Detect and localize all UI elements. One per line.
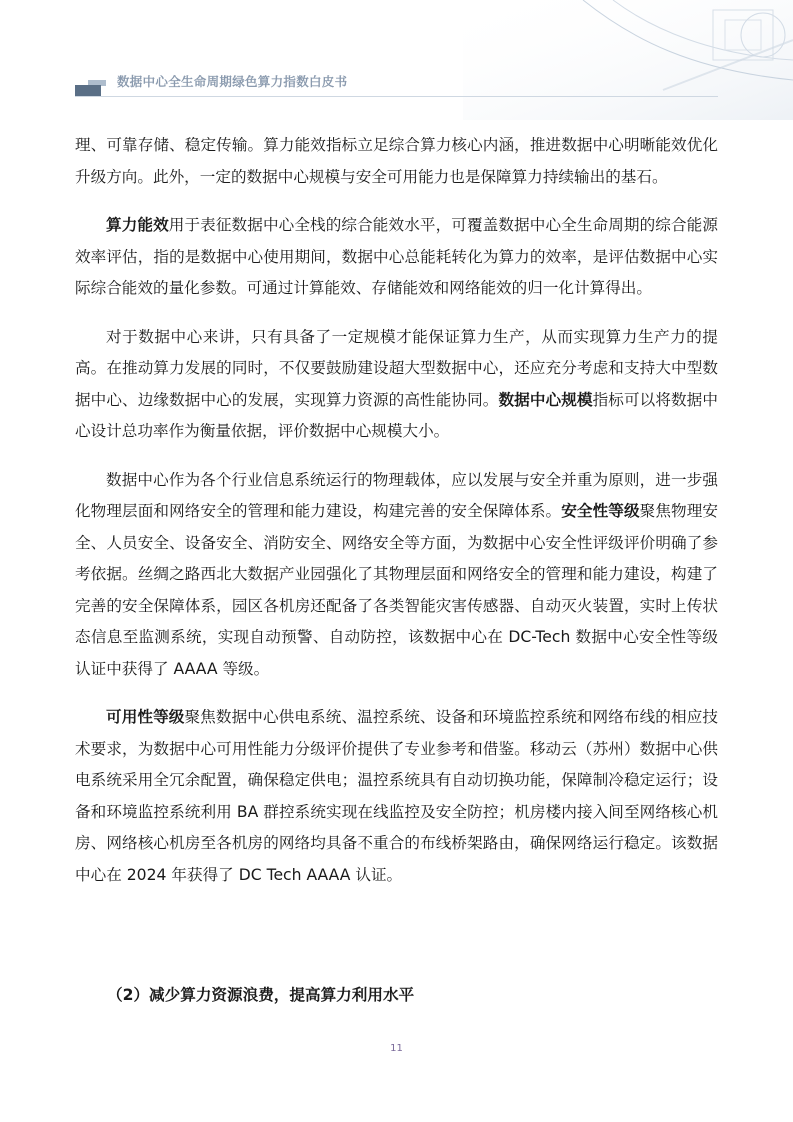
keyword-term: 安全性等级	[561, 502, 640, 520]
paragraph	[75, 702, 718, 891]
header-divider	[75, 96, 718, 97]
paragraph-text: 用于表征数据中心全栈的综合能效水平，可覆盖数据中心全生命周期的综合能源效率评估，指的是数据中心使用期间，数据中心总能耗转化为算力的效率，是评估数据中心实际综合能效的量化参数。可通过计算能效、存储能效和网络能效的归一化计算得出。	[75, 216, 718, 297]
running-header-title: 数据中心全生命周期绿色算力指数白皮书	[117, 74, 348, 89]
paragraph-text: 聚焦物理安全、人员安全、设备安全、消防安全、网络安全等方面，为数据中心安全性评级评价明确了参考依据。丝绸之路西北大数据产业园强化了其物理层面和网络安全的管理和能力建设，构建了完善的安全保障体系，园区各机房还配备了各类智能灾害传感器、自动灭火装置，实时上传状态信息至监测系统，实现自动预警、自动防控，该数据中心在 DC-Tech 数据中心安全性等级认证中获得了 AAAA 等级。	[75, 502, 718, 678]
body-text	[75, 130, 718, 908]
paragraph	[75, 130, 718, 193]
keyword-term: 可用性等级	[106, 708, 185, 726]
page-number: 11	[390, 1043, 403, 1054]
paragraph	[75, 210, 718, 305]
paragraph-text: 对于数据中心来讲，只有具备了一定规模才能保证算力生产，从而实现算力生产力的提高。在推动算力发展的同时，不仅要鼓励建设超大型数据中心，还应充分考虑和支持大中型数据中心、边缘数据中心的发展，实现算力资源的高性能协同。	[75, 327, 718, 409]
paragraph-text: 数据中心作为各个行业信息系统运行的物理载体，应以发展与安全并重为原则，进一步强化物理层面和网络安全的管理和能力建设，构建完善的安全保障体系。	[75, 470, 718, 520]
section-subheading: （2）减少算力资源浪费，提高算力利用水平	[107, 986, 415, 1004]
header-decoration	[463, 0, 793, 120]
paragraph	[75, 322, 718, 448]
keyword-term: 数据中心规模	[498, 390, 593, 409]
paragraph-text: 指标可以将数据中心设计总功率作为衡量依据，评价数据中心规模大小。	[75, 390, 718, 440]
paragraph-text: 聚焦数据中心供电系统、温控系统、设备和环境监控系统和网络布线的相应技术要求，为数据中心可用性能力分级评价提供了专业参考和借鉴。移动云（苏州）数据中心供电系统采用全冗余配置，确保稳定供电；温控系统具有自动切换功能，保障制冷稳定运行；设备和环境监控系统利用 BA 群控系统实现在线监控及安全防控；机房楼内接入间至网络核心机房、网络核心机房至各机房的网络均具备不重合的布线桥架路由，确保网络运行稳定。该数据中心在 2024 年获得了 DC Tech AAAA 认证。	[75, 708, 718, 884]
keyword-term: 算力能效	[106, 216, 169, 234]
paragraph	[75, 465, 718, 686]
paragraph-text: 理、可靠存储、稳定传输。算力能效指标立足综合算力核心内涵，推进数据中心明晰能效优化升级方向。此外，一定的数据中心规模与安全可用能力也是保障算力持续输出的基石。	[75, 136, 718, 186]
